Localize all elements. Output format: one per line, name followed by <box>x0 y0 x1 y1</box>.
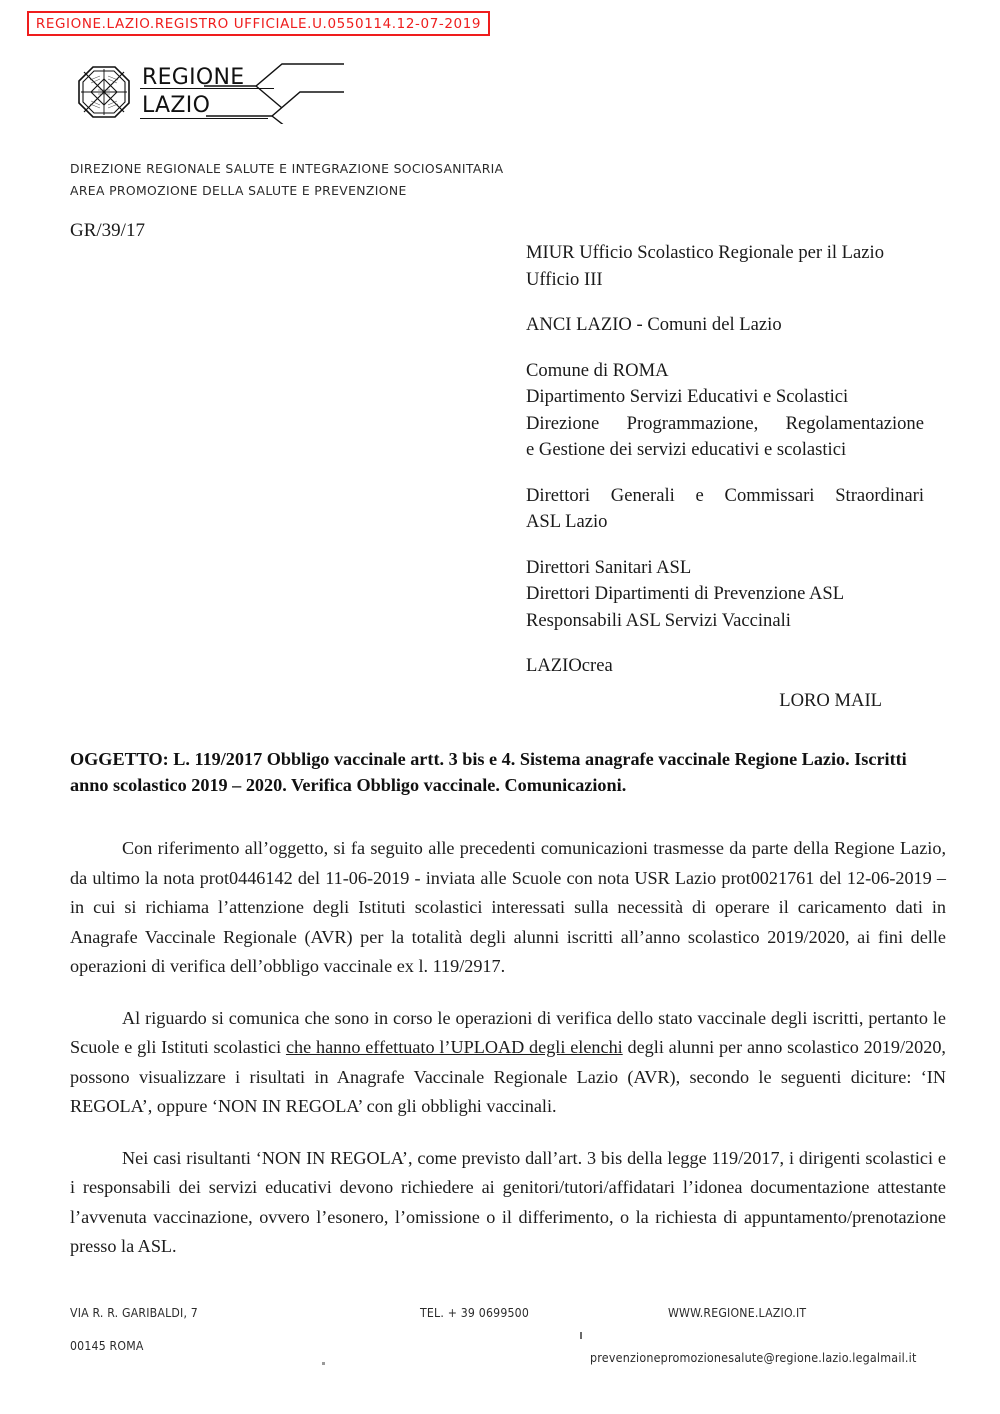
recipient-line: ASL Lazio <box>526 511 608 532</box>
reference-code: GR/39/17 <box>70 220 145 241</box>
recipient-line: Direzione Programmazione, Regolamentazione <box>526 412 924 434</box>
recipient-group <box>526 358 946 464</box>
recipient-line: Responsabili ASL Servizi Vaccinali <box>526 609 791 631</box>
chevron-rule-icon <box>204 62 394 124</box>
body-paragraph-2-part-a: Al riguardo si comunica che sono in corso le operazioni di verifica dello stato vaccinale degli iscritti, pertanto le Scuole e gli Istituti scolastici <box>70 1007 946 1057</box>
recipient-line: Direttori Dipartimenti di Prevenzione ASL <box>526 583 845 604</box>
recipient-line: Direttori Generali e Commissari Straordinari <box>526 484 924 506</box>
document-body <box>70 834 946 1262</box>
document-footer <box>0 1306 1000 1396</box>
scan-artifact-dot <box>322 1362 325 1365</box>
logo-text-lazio: LAZIO <box>142 93 211 118</box>
recipient-line: ANCI LAZIO - Comuni del Lazio <box>526 314 782 335</box>
footer-phone: TEL. + 39 0699500 <box>420 1306 530 1320</box>
footer-address-line-1: VIA R. R. GARIBALDI, 7 <box>70 1306 198 1320</box>
footer-email[interactable]: prevenzionepromozionesalute@regione.lazio.legalmail.it <box>590 1350 917 1365</box>
recipient-line: e Gestione dei servizi educativi e scolastici <box>526 439 847 460</box>
registry-stamp-box <box>27 11 490 36</box>
recipient-line: Direttori Sanitari ASL <box>526 556 692 578</box>
footer-website[interactable]: WWW.REGIONE.LAZIO.IT <box>668 1306 807 1320</box>
recipient-line: MIUR Ufficio Scolastico Regionale per il Lazio <box>526 242 885 263</box>
body-paragraph-2-underlined: che hanno effettuato l’UPLOAD degli elenchi <box>285 1037 623 1057</box>
recipient-line: Ufficio III <box>526 268 603 290</box>
logo-text-regione: REGIONE <box>142 65 245 90</box>
recipient-group <box>526 653 946 680</box>
recipient-group <box>526 483 946 536</box>
body-paragraph-3: Nei casi risultanti ‘NON IN REGOLA’, come previsto dall’art. 3 bis della legge 119/2017, i dirigenti scolastici e i responsabili dei servizi educativi devono richiedere ai genitori/tutori/affidatari l’idonea documentazione attestante l’avvenuta vaccinazione, ovvero l’esonero, l’omissione o il differimento, o la richiesta di appuntamento/prenotazione presso la ASL. <box>70 1147 946 1256</box>
recipient-group <box>526 312 946 339</box>
recipient-list <box>526 240 946 680</box>
body-paragraph-2-part-b: degli alunni per anno scolastico 2019/2020, possono visualizzare i risultati in Anagrafe Vaccinale Regionale Lazio (AVR), secondo le seguenti diciture: ‘IN REGOLA’, oppure ‘NON IN REGOLA’ con gli obblighi vaccinali. <box>70 1037 946 1116</box>
recipient-line: Dipartimento Servizi Educativi e Scolastici <box>526 386 849 407</box>
subject-line: OGGETTO: L. 119/2017 Obbligo vaccinale artt. 3 bis e 4. Sistema anagrafe vaccinale Regione Lazio. Iscritti anno scolastico 2019 – 2020. Verifica Obbligo vaccinale. Comunicazioni. <box>70 749 907 795</box>
regione-lazio-emblem-icon <box>78 66 130 118</box>
recipient-group <box>526 240 946 293</box>
department-line-1: DIREZIONE REGIONALE SALUTE E INTEGRAZIONE SOCIOSANITARIA <box>70 161 504 176</box>
body-paragraph-1: Con riferimento all’oggetto, si fa seguito alle precedenti comunicazioni trasmesse da parte della Regione Lazio, da ultimo la nota prot0446142 del 11-06-2019 - inviata alle Scuole con nota USR Lazio prot0021761 del 12-06-2019 – in cui si richiama l’attenzione degli Istituti scolastici interessati sulla necessità di operare il caricamento dati in Anagrafe Vaccinale Regionale (AVR) per la totalità degli alunni iscritti all’anno scolastico 2019/2020, ai fini delle operazioni di verifica dell’obbligo vaccinale ex l. 119/2917. <box>70 838 946 976</box>
body-paragraph-2 <box>70 1004 946 1122</box>
footer-address-line-2: 00145 ROMA <box>70 1339 144 1353</box>
recipient-line: LAZIOcrea <box>526 655 613 676</box>
loro-mail-label: LORO MAIL <box>779 690 882 711</box>
department-heading <box>70 158 504 202</box>
registry-stamp-text: REGIONE.LAZIO.REGISTRO UFFICIALE.U.0550114.12-07-2019 <box>35 15 482 32</box>
recipient-group <box>526 555 946 635</box>
department-line-2: AREA PROMOZIONE DELLA SALUTE E PREVENZIONE <box>70 183 407 198</box>
recipient-line: Comune di ROMA <box>526 359 669 381</box>
regione-lazio-logo <box>78 64 398 126</box>
scan-artifact-tick <box>580 1332 582 1339</box>
